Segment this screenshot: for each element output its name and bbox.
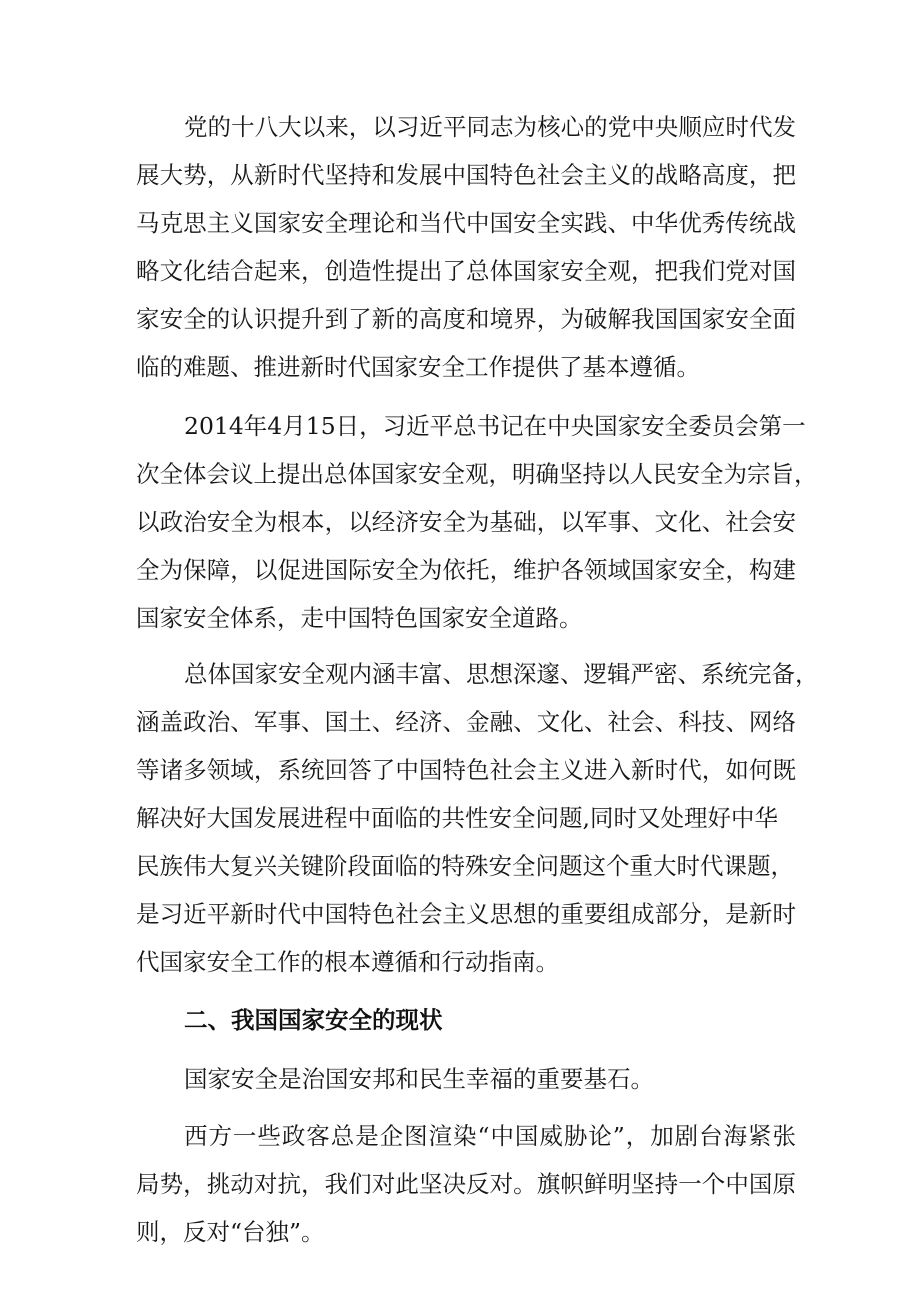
paragraph-2-line-5: 国家安全体系，走中国特色国家安全道路。 bbox=[136, 604, 583, 632]
paragraph-2-line-4: 全为保障，以促进国际安全为依托，维护各领域国家安全，构建 bbox=[136, 556, 796, 584]
paragraph-3-line-7: 代国家安全工作的根本遵循和行动指南。 bbox=[136, 948, 559, 976]
paragraph-3-line-4: 解决好大国发展进程中面临的共性安全问题,同时又处理好中华 bbox=[136, 804, 778, 832]
paragraph-1-line-4: 略文化结合起来，创造性提出了总体国家安全观，把我们党对国 bbox=[136, 257, 796, 285]
paragraph-1-line-6: 临的难题、推进新时代国家安全工作提供了基本遵循。 bbox=[136, 353, 700, 381]
section-paragraph-1-line-1: 国家安全是治国安邦和民生幸福的重要基石。 bbox=[184, 1065, 654, 1093]
paragraph-1-line-1: 党的十八大以来，以习近平同志为核心的党中央顺应时代发 bbox=[184, 113, 796, 141]
paragraph-3-line-6: 是习近平新时代中国特色社会主义思想的重要组成部分，是新时 bbox=[136, 900, 796, 928]
paragraph-3-line-5: 民族伟大复兴关键阶段面临的特殊安全问题这个重大时代课题， bbox=[136, 852, 794, 880]
paragraph-3-line-1: 总体国家安全观内涵丰富、思想深邃、逻辑严密、系统完备， bbox=[184, 660, 819, 688]
paragraph-3-line-2: 涵盖政治、军事、国土、经济、金融、文化、社会、科技、网络 bbox=[136, 708, 796, 736]
paragraph-1-line-3: 马克思主义国家安全理论和当代中国安全实践、中华优秀传统战 bbox=[136, 209, 796, 237]
paragraph-1-line-5: 家安全的认识提升到了新的高度和境界，为破解我国国家安全面 bbox=[136, 305, 796, 333]
section-paragraph-2-line-2: 局势，挑动对抗，我们对此坚决反对。旗帜鲜明坚持一个中国原 bbox=[136, 1170, 796, 1198]
section-paragraph-2-line-3: 则，反对“台独”。 bbox=[136, 1218, 325, 1246]
paragraph-1-line-2: 展大势，从新时代坚持和发展中国特色社会主义的战略高度，把 bbox=[136, 161, 796, 189]
paragraph-2-line-1: 2014年4月15日，习近平总书记在中央国家安全委员会第一 bbox=[184, 412, 806, 440]
section-heading: 二、我国国家安全的现状 bbox=[184, 1006, 443, 1034]
paragraph-2-line-2: 次全体会议上提出总体国家安全观，明确坚持以人民安全为宗旨， bbox=[136, 460, 818, 488]
section-paragraph-2-line-1: 西方一些政客总是企图渲染“中国威胁论”，加剧台海紧张 bbox=[184, 1122, 796, 1150]
paragraph-3-line-3: 等诸多领域，系统回答了中国特色社会主义进入新时代，如何既 bbox=[136, 756, 796, 784]
paragraph-2-line-3: 以政治安全为根本，以经济安全为基础，以军事、文化、社会安 bbox=[136, 508, 796, 536]
